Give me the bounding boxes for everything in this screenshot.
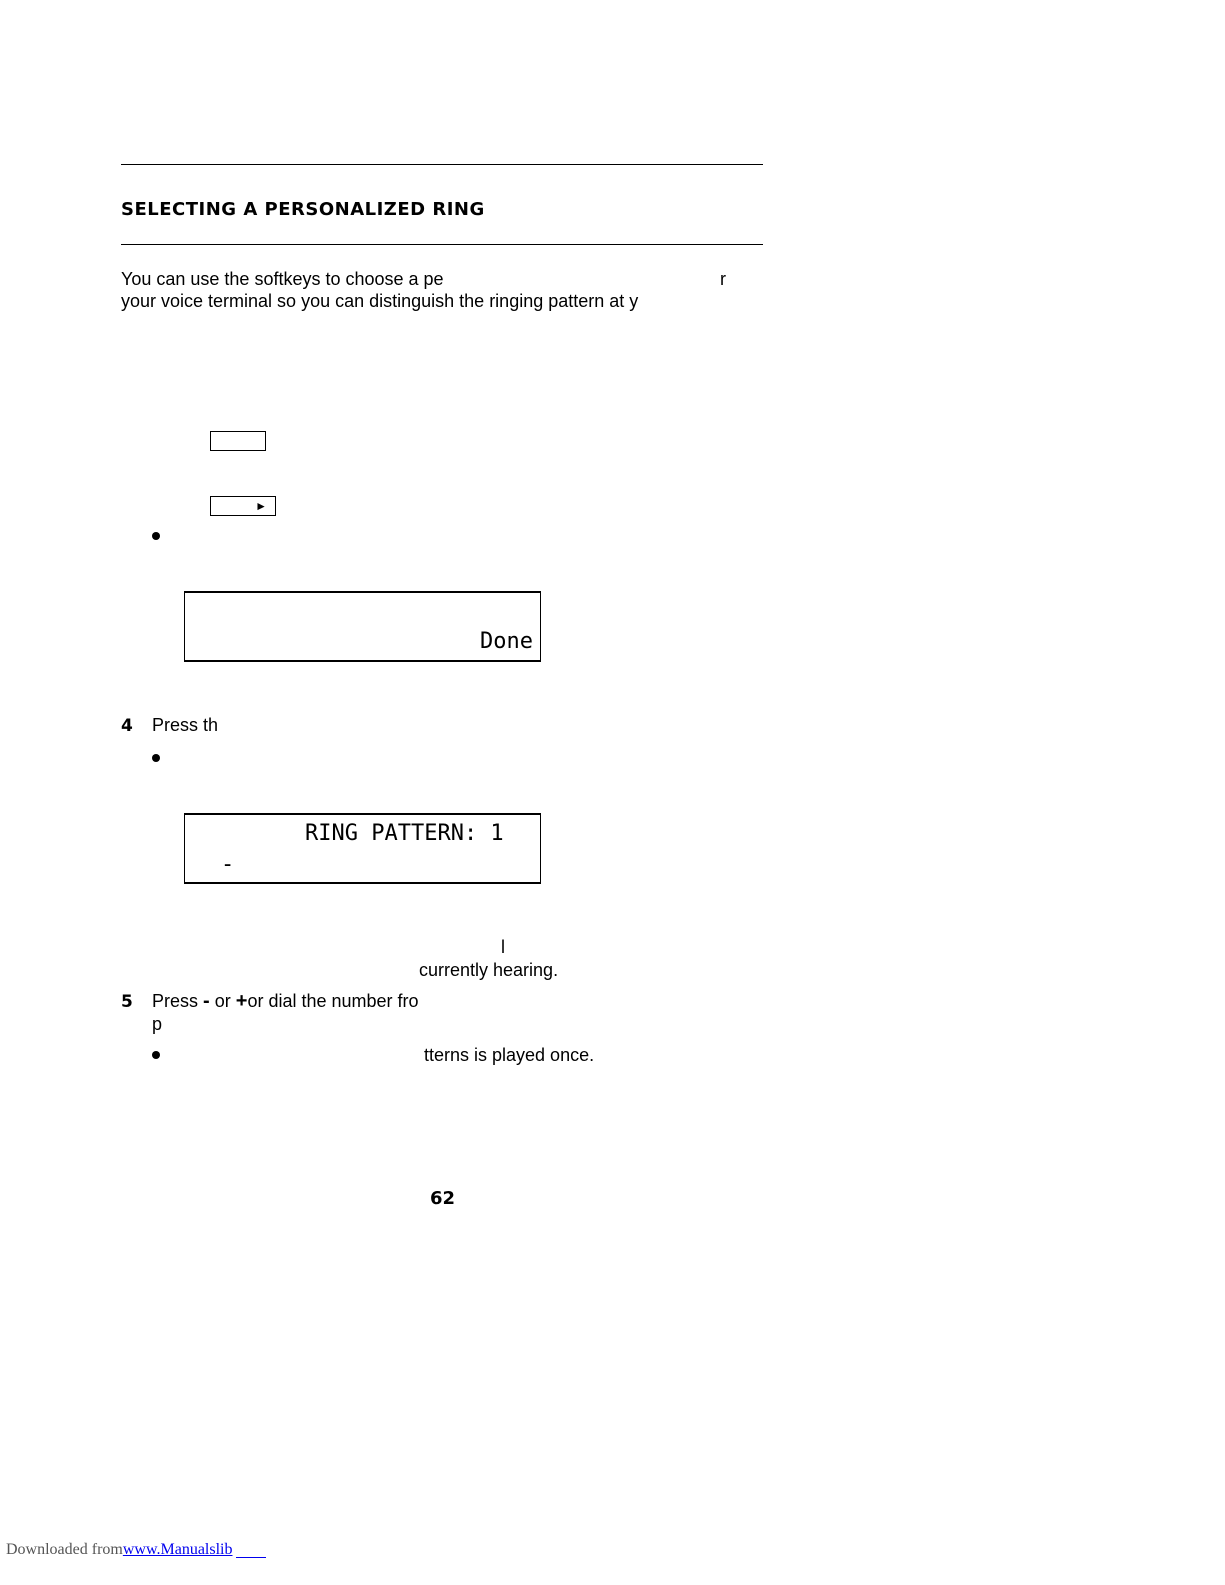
step-5-line-1: [152, 990, 419, 1012]
note-fragment-1: l: [501, 937, 505, 957]
step-4-number: 4: [121, 716, 133, 736]
right-arrow-icon: ►: [255, 499, 267, 513]
page-number: 62: [430, 1188, 456, 1209]
step-5-bullet-text: tterns is played once.: [424, 1045, 595, 1065]
bullet-3: [152, 1051, 160, 1059]
minus-softkey-label: -: [221, 852, 235, 877]
step-4-text: Press th: [152, 715, 219, 735]
footer-prefix: Downloaded from: [6, 1541, 123, 1558]
step-5-number: 5: [121, 992, 133, 1012]
note-fragment-2: currently hearing.: [419, 960, 559, 980]
feature-button-icon: [210, 431, 266, 451]
step-5-press: Press: [152, 991, 199, 1011]
display-screen-1: [184, 591, 541, 662]
intro-line-2: your voice terminal so you can distinguish the ringing pattern at y: [121, 291, 639, 311]
intro-line-1-start: You can use the softkeys to choose a pe: [121, 269, 444, 289]
manualslib-link[interactable]: www.Manualslib: [122, 1541, 233, 1558]
footer-link-underline: [236, 1557, 266, 1558]
done-softkey-label: Done: [480, 629, 533, 654]
download-footer: [6, 1541, 232, 1559]
title-rule: [121, 244, 763, 245]
minus-key-symbol: -: [203, 990, 210, 1012]
ring-pattern-readout: RING PATTERN: 1: [305, 821, 504, 846]
plus-key-symbol: +: [235, 990, 248, 1012]
step-5-rest: or dial the number fro: [247, 991, 419, 1011]
menu-arrow-button-icon: [210, 496, 276, 516]
bullet-1: [152, 532, 160, 540]
display-screen-2: [184, 813, 541, 884]
step-5-line-2: p: [152, 1014, 163, 1034]
step-5-or: or: [214, 991, 231, 1011]
bullet-2: [152, 754, 160, 762]
section-title: SELECTING A PERSONALIZED RING: [121, 199, 485, 220]
intro-line-1-end: r: [720, 269, 726, 289]
top-rule: [121, 164, 763, 165]
